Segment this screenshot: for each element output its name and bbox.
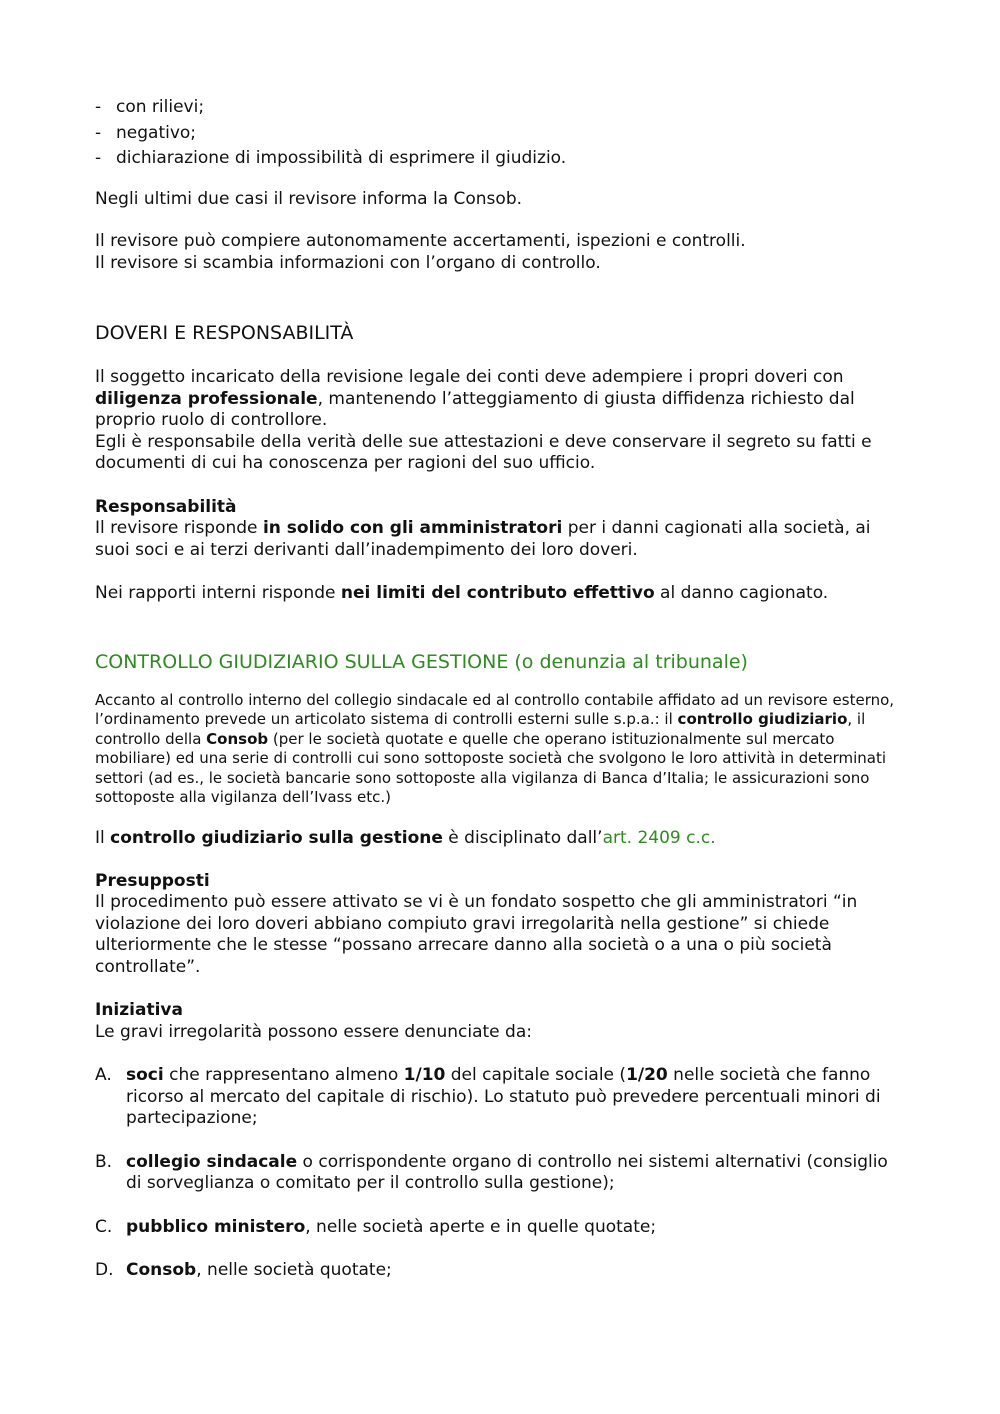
denuncianti-list xyxy=(95,1065,905,1282)
article-reference-link[interactable]: art. 2409 c.c. xyxy=(602,828,716,849)
list-item: C. pubblico ministero, nelle società aperte e in quelle quotate; xyxy=(95,1216,657,1237)
opinion-types-list xyxy=(95,95,905,172)
list-item: B. collegio sindacale o corrispondente organo di controllo nei sistemi alternativi (consiglio di sorveglianza o comitato per il controllo sulla gestione); xyxy=(95,1151,888,1194)
paragraph-revisore-informazioni: Il revisore si scambia informazioni con l’organo di controllo. xyxy=(95,252,601,273)
list-item: - negativo; xyxy=(95,121,905,147)
list-marker: C. xyxy=(95,1216,113,1237)
paragraph-sistema-controlli: Accanto al controllo interno del collegio sindacale ed al controllo contabile affidato ad un revisore esterno, l’ordinamento prevede un articolato sistema di controlli esterni sulle s.p.a.: il controllo giudiziario, il controllo della Consob (per le società quotate e quelle che operano istituzionalmente sul mercato mobiliare) ed una serie di controlli cui sono sottoposte società che svolgono le loro attività in determinati settori (ad es., le società bancarie sono sottoposte alla vigilanza di Banca d’Italia; le assicurazioni sono sottoposte alla vigilanza dell’Ivass etc.) xyxy=(95,690,895,807)
paragraph-iniziativa: Le gravi irregolarità possono essere denunciate da: xyxy=(95,1021,532,1042)
dash-marker: - xyxy=(95,148,102,168)
subheading-responsabilita: Responsabilità xyxy=(95,496,237,517)
paragraph-presupposti: Il procedimento può essere attivato se vi è un fondato sospetto che gli amministratori “in violazione dei loro doveri abbiano compiuto gravi irregolarità nella gestione” si chiede ulteriormente che le stesse “possano arrecare danno alla società o a una o più società controllate”. xyxy=(95,892,858,977)
paragraph-disciplina: Il controllo giudiziario sulla gestione è disciplinato dall’art. 2409 c.c. xyxy=(95,828,716,849)
section-heading-controllo-giudiziario: CONTROLLO GIUDIZIARIO SULLA GESTIONE (o denunzia al tribunale) xyxy=(95,650,748,673)
list-item: D. Consob, nelle società quotate; xyxy=(95,1260,392,1281)
paragraph-responsabilita: Il revisore risponde in solido con gli amministratori per i danni cagionati alla società, ai suoi soci e ai terzi derivanti dall’inadempimento dei loro doveri. xyxy=(95,518,871,560)
paragraph-rapporti-interni: Nei rapporti interni risponde nei limiti del contributo effettivo al danno cagionato. xyxy=(95,583,829,603)
document-page xyxy=(95,95,905,1282)
list-item: - con rilievi; xyxy=(95,95,905,121)
paragraph-diligenza: Il soggetto incaricato della revisione legale dei conti deve adempiere i propri doveri con diligenza professionale, mantenendo l’atteggiamento di giusta diffidenza richiesto dal proprio ruolo di controllore. xyxy=(95,367,855,430)
dash-marker: - xyxy=(95,122,102,143)
list-marker: D. xyxy=(95,1260,114,1281)
paragraph-responsabile: Egli è responsabile della verità delle sue attestazioni e deve conservare il segreto su fatti e documenti di cui ha conoscenza per ragioni del suo ufficio. xyxy=(95,431,872,473)
section-heading-doveri: DOVERI E RESPONSABILITÀ xyxy=(95,322,354,344)
list-item: A. soci che rappresentano almeno 1/10 del capitale sociale (1/20 nelle società che fanno ricorso al mercato del capitale di rischio). Lo statuto può prevedere percentuali minori di partecipazione; xyxy=(95,1065,881,1129)
list-marker: A. xyxy=(95,1065,112,1086)
paragraph-revisore-accertamenti: Il revisore può compiere autonomamente accertamenti, ispezioni e controlli. xyxy=(95,231,746,251)
list-item: - dichiarazione di impossibilità di esprimere il giudizio. xyxy=(95,146,905,172)
subheading-presupposti: Presupposti xyxy=(95,870,210,891)
list-marker: B. xyxy=(95,1151,113,1172)
paragraph-consob-info: Negli ultimi due casi il revisore informa la Consob. xyxy=(95,188,523,209)
dash-marker: - xyxy=(95,97,102,117)
subheading-iniziativa: Iniziativa xyxy=(95,1000,183,1021)
